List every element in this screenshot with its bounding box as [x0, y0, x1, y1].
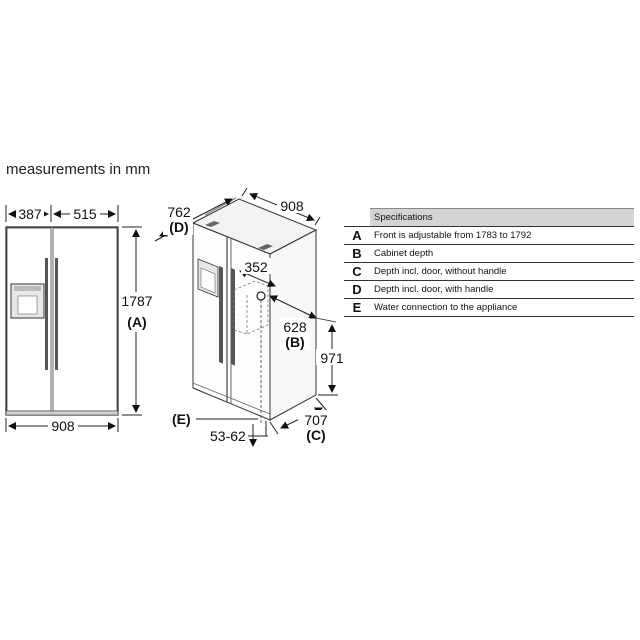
spec-row	[344, 245, 634, 263]
right-handle	[55, 258, 58, 370]
water-connection-icon	[257, 292, 265, 300]
height-label: 1787	[121, 293, 153, 309]
spec-description: Cabinet depth	[370, 245, 634, 263]
spec-letter: B	[344, 245, 370, 263]
spec-description: Front is adjustable from 1783 to 1792	[370, 227, 634, 245]
iso-water-height-label: 971	[320, 350, 344, 366]
dispenser-panel	[14, 286, 41, 291]
spec-row	[344, 281, 634, 299]
specifications-table	[344, 208, 634, 317]
spec-letter: A	[344, 227, 370, 245]
spec-description: Depth incl. door, without handle	[370, 263, 634, 281]
iso-cabinet-depth-label: 628	[283, 319, 307, 335]
iso-depth-door-label: 762	[167, 204, 191, 220]
spec-row	[344, 227, 634, 245]
front-view	[6, 205, 153, 434]
left-door	[7, 228, 51, 411]
iso-water-offset-label: 352	[244, 259, 268, 275]
spec-row	[344, 299, 634, 317]
front-width-left-label: 387	[18, 206, 42, 222]
iso-depth-no-handle-letter: (C)	[306, 427, 326, 443]
iso-depth-door-letter: (D)	[169, 219, 189, 235]
spec-letter: C	[344, 263, 370, 281]
front-width-right-label: 515	[73, 206, 97, 222]
height-letter: (A)	[127, 314, 147, 330]
front-width-total-label: 908	[51, 418, 75, 434]
iso-adjust-range-label: 53-62	[210, 428, 246, 444]
iso-cabinet-depth-letter: (B)	[285, 334, 305, 350]
dispenser-recess	[18, 296, 37, 314]
iso-depth-no-handle-label: 707	[304, 412, 328, 428]
iso-water-letter: (E)	[172, 411, 191, 427]
spec-description: Depth incl. door, with handle	[370, 281, 634, 299]
page-title: measurements in mm	[6, 161, 151, 178]
spec-description: Water connection to the appliance	[370, 299, 634, 317]
isometric-view	[155, 188, 348, 446]
left-handle	[45, 258, 48, 370]
spec-letter: D	[344, 281, 370, 299]
spec-row	[344, 263, 634, 281]
specifications-header: Specifications	[370, 209, 634, 227]
specifications-header-row	[344, 209, 634, 227]
spec-letter: E	[344, 299, 370, 317]
iso-left-handle	[219, 266, 223, 364]
base-plinth	[6, 411, 118, 415]
iso-width-label: 908	[280, 198, 304, 214]
right-door	[53, 228, 117, 411]
